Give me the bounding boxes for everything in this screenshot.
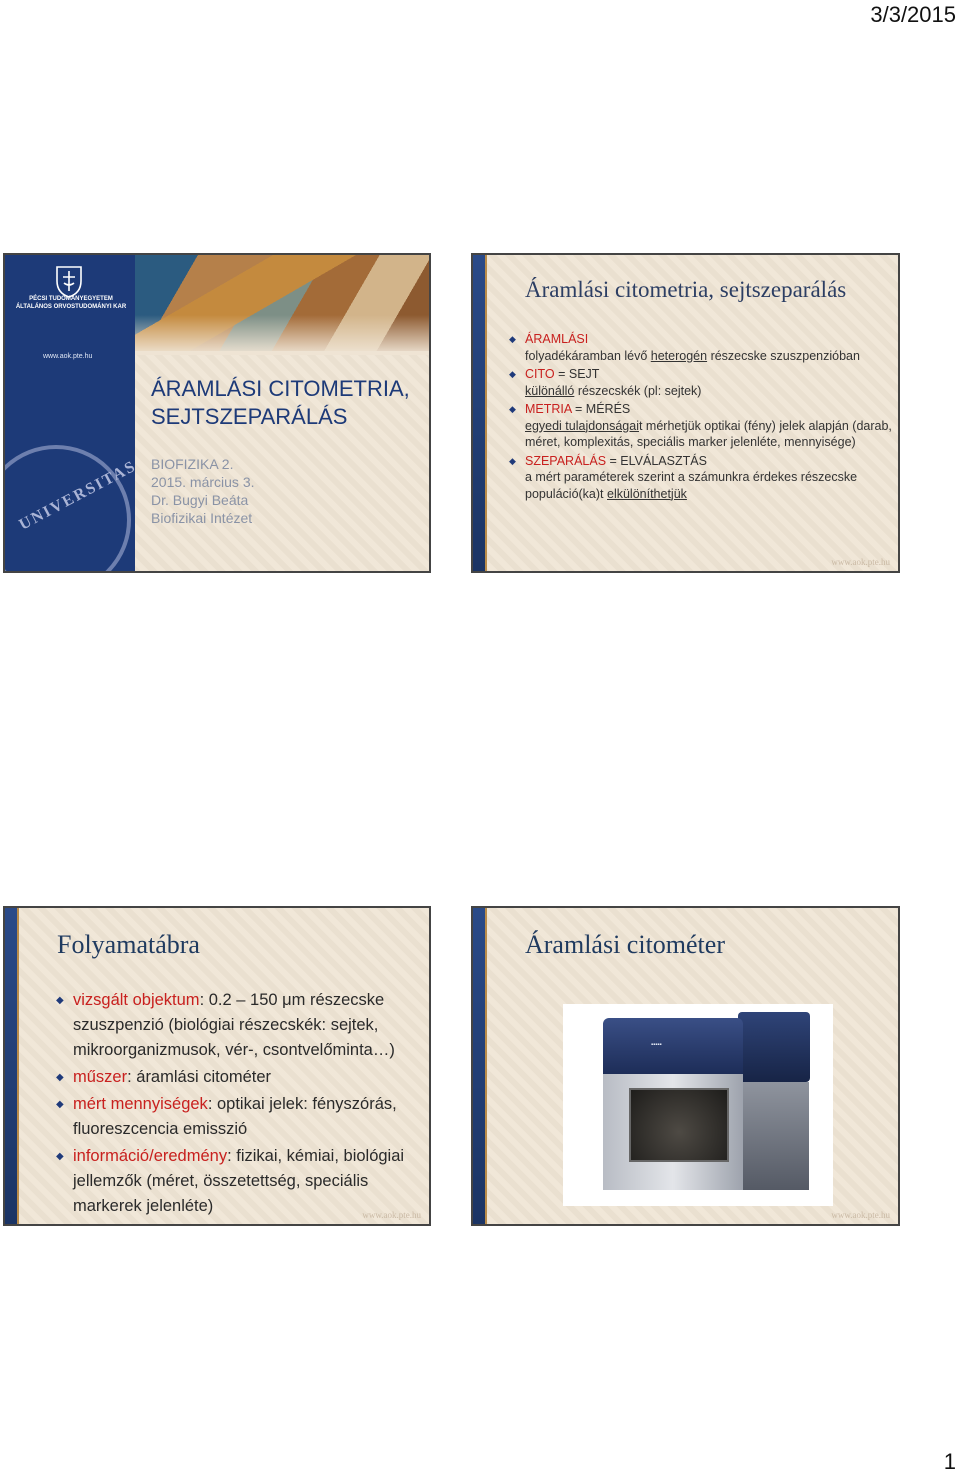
item-label: információ/eredmény	[73, 1147, 228, 1165]
page-number: 1	[943, 1449, 956, 1474]
course-name: BIOFIZIKA 2.	[151, 456, 234, 472]
flowchart-item	[73, 1065, 423, 1090]
slide2-title: Áramlási citometria, sejtszeparálás	[525, 277, 847, 302]
slide4-title: Áramlási citométer	[525, 930, 725, 959]
term-label: ÁRAMLÁSI	[525, 332, 589, 346]
item-text: : fizikai, kémiai, biológiai jellemzők (méret, összetettség, speciális markerek jelenléte)	[73, 1147, 405, 1215]
slide-footer-url: www.aok.pte.hu	[362, 1210, 421, 1220]
flowchart-item	[73, 988, 423, 1063]
slide1-title: ÁRAMLÁSI CITOMETRIA, SEJTSZEPARÁLÁS	[151, 376, 410, 429]
slide3-title: Folyamatábra	[57, 930, 200, 959]
item-label: mért mennyiségek	[73, 1095, 208, 1113]
definition-term	[509, 453, 895, 470]
sample-chamber-icon	[629, 1088, 729, 1162]
slide-flowchart	[3, 906, 431, 1226]
author-name: Dr. Bugyi Beáta	[151, 492, 249, 508]
slide-definitions	[471, 253, 900, 573]
definition-description: folyadékáramban lévő heterogén részecske szuszpenzióban	[525, 348, 860, 363]
term-label: METRIA	[525, 402, 572, 416]
slide-footer-url: www.aok.pte.hu	[831, 1210, 890, 1220]
item-label: vizsgált objektum	[73, 991, 200, 1009]
term-label: CITO	[525, 367, 555, 381]
flow-cytometer-photo: ▪▪▪▪▪	[563, 1004, 833, 1206]
flowchart-list	[73, 986, 423, 1219]
item-label: műszer	[73, 1068, 128, 1086]
definition-term	[509, 366, 895, 383]
definitions-list	[525, 329, 895, 502]
website-label: www.aok.pte.hu	[43, 353, 93, 360]
flowchart-item	[73, 1092, 423, 1142]
term-meaning: = ELVÁLASZTÁS	[606, 453, 707, 468]
slide1-subtitle	[151, 455, 255, 527]
institute-name: Biofizikai Intézet	[151, 510, 253, 526]
slide-cytometer	[471, 906, 900, 1226]
seal-text: UNIVERSITAS	[16, 457, 140, 534]
term-label: SZEPARÁLÁS	[525, 453, 607, 468]
item-text: : áramlási citométer	[127, 1068, 272, 1086]
lecture-date: 2015. március 3.	[151, 474, 255, 490]
university-banner	[5, 255, 140, 571]
definition-term	[509, 401, 895, 418]
definition-description: a mért paraméterek szerint a számunkra érdekes részecske populáció(ka)t elkülöníthetjük	[525, 470, 858, 501]
flowchart-item	[73, 1144, 423, 1219]
page-date: 3/3/2015	[870, 2, 956, 27]
slide-title-page	[3, 253, 431, 573]
definition-description: különálló részecskék (pl: sejtek)	[525, 383, 702, 398]
term-meaning: = SEJT	[554, 367, 600, 381]
definition-term	[509, 331, 895, 348]
term-meaning: = MÉRÉS	[571, 402, 631, 416]
item-text: : 0.2 – 150 μm részecske szuszpenzió (biológiai részecskék: sejtek, mikroorganizmusok, vér-, csontvelőminta…)	[73, 991, 395, 1059]
item-text: : optikai jelek: fényszórás, fluoreszcencia emisszió	[73, 1095, 397, 1138]
definition-description: egyedi tulajdonságait mérhetjük optikai (fény) jelek alapján (darab, méret, komplexitás, speciális marker jelenléte, mennyisége)	[525, 418, 892, 449]
slide-footer-url: www.aok.pte.hu	[831, 557, 890, 567]
university-name: PÉCSI TUDOMÁNYEGYETEM ÁLTALÁNOS ORVOSTUDOMÁNYI KAR	[15, 296, 127, 310]
